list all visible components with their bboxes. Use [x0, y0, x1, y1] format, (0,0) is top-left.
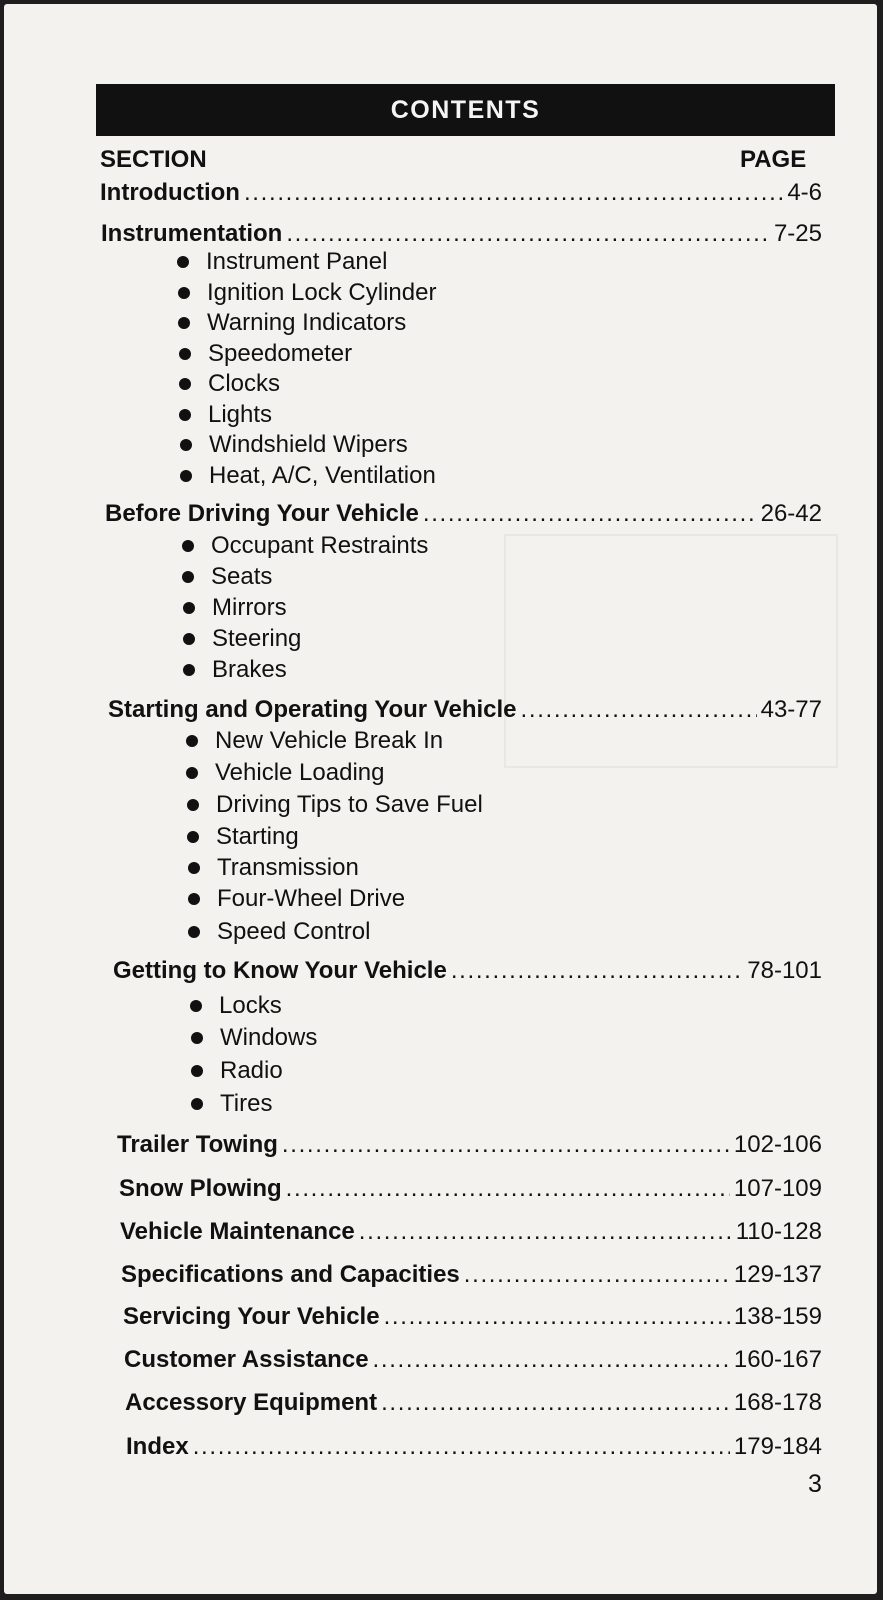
toc-section-pages: 78-101 [747, 957, 822, 984]
toc-row-starting-operating[interactable] [108, 695, 822, 725]
bullet-icon [191, 1098, 203, 1110]
bullet-icon [190, 1000, 202, 1012]
toc-section-pages: 102-106 [733, 1131, 822, 1158]
bullet-icon [182, 540, 194, 552]
toc-item-locks[interactable]: Locks [190, 992, 282, 1020]
dot-leader [193, 1432, 730, 1462]
toc-row-accessory-equipment[interactable] [125, 1388, 822, 1418]
toc-item-radio[interactable]: Radio [191, 1057, 283, 1085]
toc-item-windshield-wipers[interactable]: Windshield Wipers [180, 431, 408, 459]
toc-section-title: Specifications and Capacities [121, 1261, 460, 1288]
bullet-icon [183, 664, 195, 676]
toc-section-pages: 43-77 [760, 696, 822, 723]
toc-row-vehicle-maintenance[interactable] [120, 1217, 822, 1247]
toc-item-ignition-lock-cylinder[interactable]: Ignition Lock Cylinder [178, 279, 436, 307]
toc-section-title: Accessory Equipment [125, 1389, 378, 1416]
toc-row-instrumentation[interactable] [101, 219, 822, 249]
toc-section-pages: 138-159 [733, 1303, 822, 1330]
toc-item-brakes[interactable]: Brakes [183, 656, 287, 684]
toc-item-tires[interactable]: Tires [191, 1090, 272, 1118]
bullet-icon [188, 893, 200, 905]
dot-leader [423, 499, 757, 529]
toc-section-pages: 179-184 [733, 1433, 822, 1460]
toc-item-occupant-restraints[interactable]: Occupant Restraints [182, 532, 428, 560]
bullet-icon [177, 256, 189, 268]
contents-title: CONTENTS [390, 95, 541, 124]
toc-section-title: Getting to Know Your Vehicle [113, 957, 447, 984]
dot-leader [286, 219, 770, 249]
bullet-icon [188, 862, 200, 874]
bullet-icon [188, 926, 200, 938]
bullet-icon [182, 571, 194, 583]
dot-leader [384, 1302, 730, 1332]
page-column-label: PAGE [740, 146, 807, 173]
dot-leader [373, 1345, 730, 1375]
dot-leader [381, 1388, 730, 1418]
toc-item-mirrors[interactable]: Mirrors [183, 594, 287, 622]
manual-page [4, 4, 877, 1594]
toc-section-title: Servicing Your Vehicle [123, 1303, 380, 1330]
dot-leader [359, 1217, 732, 1247]
bullet-icon [183, 602, 195, 614]
bullet-icon [187, 799, 199, 811]
dot-leader [464, 1260, 730, 1290]
bullet-icon [187, 831, 199, 843]
toc-row-introduction[interactable] [100, 178, 822, 208]
toc-row-getting-to-know[interactable] [113, 956, 822, 986]
toc-item-clocks[interactable]: Clocks [179, 370, 280, 398]
toc-section-title: Starting and Operating Your Vehicle [108, 696, 517, 723]
toc-section-pages: 129-137 [733, 1261, 822, 1288]
toc-section-title: Introduction [100, 179, 240, 206]
toc-section-title: Trailer Towing [117, 1131, 278, 1158]
toc-item-seats[interactable]: Seats [182, 563, 272, 591]
bullet-icon [179, 378, 191, 390]
toc-row-specifications[interactable] [121, 1260, 822, 1290]
toc-section-title: Customer Assistance [124, 1346, 369, 1373]
dot-leader [451, 956, 743, 986]
toc-item-lights[interactable]: Lights [179, 401, 272, 429]
toc-item-starting[interactable]: Starting [187, 823, 299, 851]
toc-item-four-wheel-drive[interactable]: Four-Wheel Drive [188, 885, 405, 913]
contents-header [96, 84, 835, 136]
toc-section-pages: 7-25 [773, 220, 822, 247]
toc-item-transmission[interactable]: Transmission [188, 854, 359, 882]
toc-section-pages: 4-6 [787, 179, 822, 206]
toc-item-heat-ac-ventilation[interactable]: Heat, A/C, Ventilation [180, 462, 436, 490]
toc-section-title: Vehicle Maintenance [120, 1218, 355, 1245]
section-column-label: SECTION [100, 146, 207, 173]
toc-section-title: Instrumentation [101, 220, 283, 247]
toc-item-new-vehicle-break-in[interactable]: New Vehicle Break In [186, 727, 443, 755]
bullet-icon [183, 633, 195, 645]
dot-leader [521, 695, 757, 725]
bullet-icon [191, 1032, 203, 1044]
bullet-icon [191, 1065, 203, 1077]
dot-leader [282, 1130, 730, 1160]
toc-item-driving-tips[interactable]: Driving Tips to Save Fuel [187, 791, 483, 819]
toc-item-instrument-panel[interactable]: Instrument Panel [177, 248, 387, 276]
toc-row-snow-plowing[interactable] [119, 1174, 822, 1204]
toc-row-servicing[interactable] [123, 1302, 822, 1332]
toc-section-pages: 110-128 [735, 1218, 822, 1245]
toc-row-index[interactable] [126, 1432, 822, 1462]
toc-section-pages: 168-178 [733, 1389, 822, 1416]
toc-item-speedometer[interactable]: Speedometer [179, 340, 352, 368]
bullet-icon [180, 470, 192, 482]
bullet-icon [179, 409, 191, 421]
toc-section-pages: 107-109 [733, 1175, 822, 1202]
dot-leader [244, 178, 783, 208]
toc-item-windows[interactable]: Windows [191, 1024, 317, 1052]
bullet-icon [178, 287, 190, 299]
toc-section-title: Before Driving Your Vehicle [105, 500, 419, 527]
bullet-icon [180, 439, 192, 451]
toc-row-customer-assistance[interactable] [124, 1345, 822, 1375]
toc-item-vehicle-loading[interactable]: Vehicle Loading [186, 759, 384, 787]
show-through-box [504, 534, 838, 768]
bullet-icon [186, 735, 198, 747]
bullet-icon [179, 348, 191, 360]
toc-row-trailer-towing[interactable] [117, 1130, 822, 1160]
toc-section-pages: 160-167 [733, 1346, 822, 1373]
toc-item-speed-control[interactable]: Speed Control [188, 918, 370, 946]
toc-section-title: Index [126, 1433, 189, 1460]
bullet-icon [178, 317, 190, 329]
page-number: 3 [808, 1470, 822, 1498]
bullet-icon [186, 767, 198, 779]
toc-section-title: Snow Plowing [119, 1175, 282, 1202]
toc-section-pages: 26-42 [760, 500, 822, 527]
toc-item-steering[interactable]: Steering [183, 625, 301, 653]
toc-row-before-driving[interactable] [105, 499, 822, 529]
dot-leader [286, 1174, 730, 1204]
toc-item-warning-indicators[interactable]: Warning Indicators [178, 309, 406, 337]
